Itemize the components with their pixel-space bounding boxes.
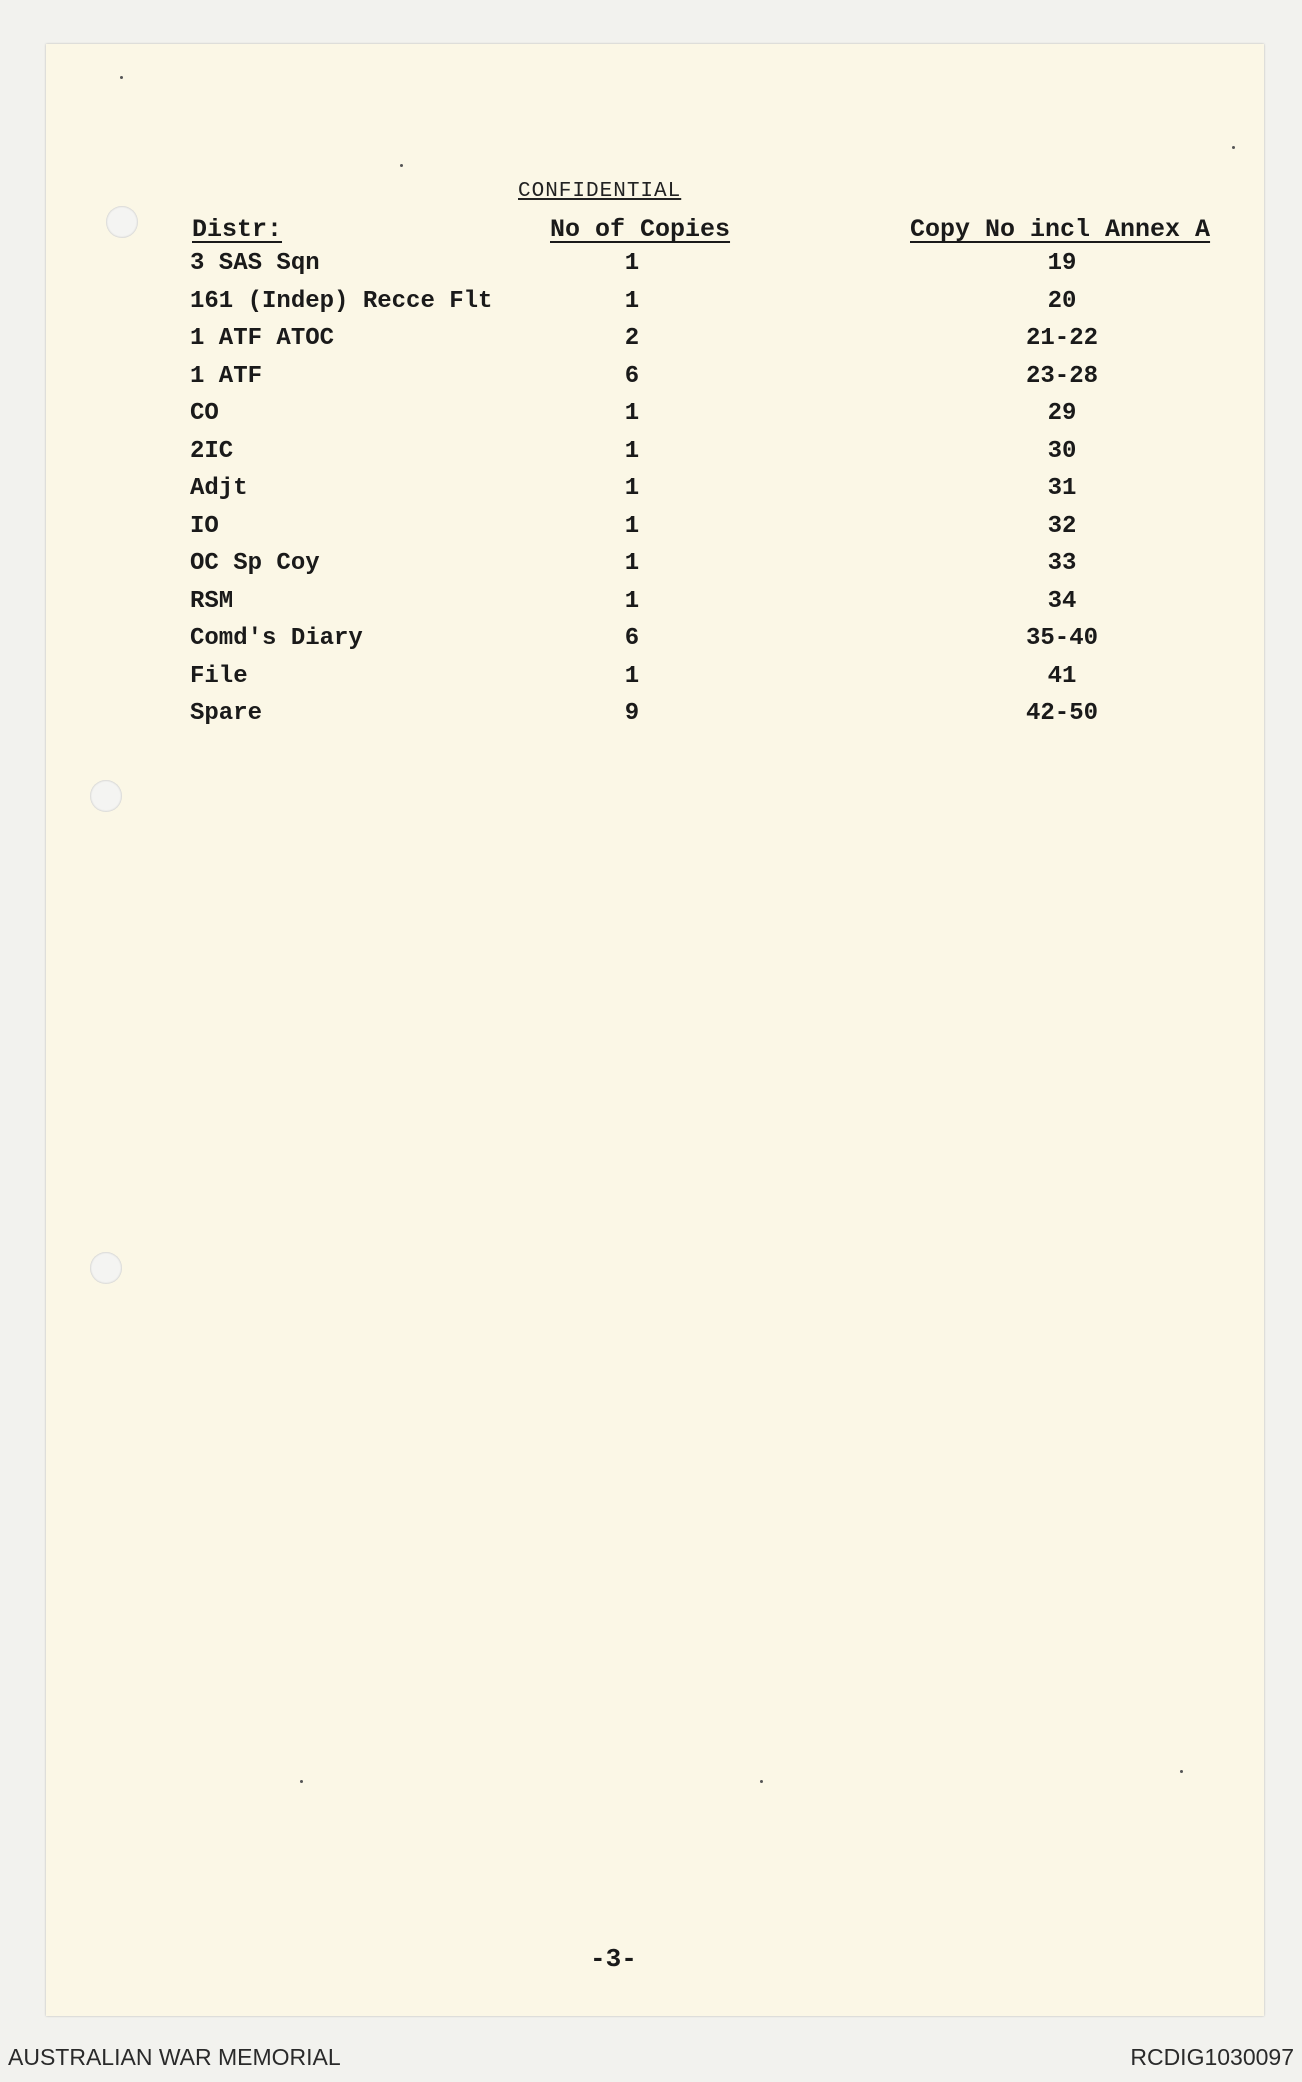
footer-record-id: RCDIG1030097	[1130, 2044, 1294, 2070]
recipient-cell: Spare	[190, 700, 263, 727]
table-row	[0, 288, 1302, 326]
table-row	[0, 700, 1302, 738]
copies-cell: 6	[624, 625, 640, 652]
copies-cell: 1	[624, 437, 640, 465]
paper-speck	[300, 1780, 303, 1783]
classification-marking: CONFIDENTIAL	[518, 180, 682, 203]
distribution-table	[0, 250, 1302, 738]
copy-numbers-cell: 34	[1047, 587, 1077, 615]
footer-institution: AUSTRALIAN WAR MEMORIAL	[8, 2044, 341, 2070]
recipient-cell: Adjt	[190, 475, 248, 502]
copies-cell: 1	[624, 550, 640, 577]
recipient-cell: 161 (Indep) Recce Flt	[190, 287, 493, 315]
recipient-cell: OC Sp Coy	[190, 550, 320, 577]
header-copy-numbers: Copy No incl Annex A	[910, 215, 1211, 244]
copies-cell: 1	[624, 587, 640, 615]
paper-speck	[760, 1780, 763, 1783]
copy-numbers-cell: 30	[1047, 437, 1077, 465]
recipient-cell: CO	[190, 400, 219, 427]
recipient-cell: IO	[190, 512, 219, 540]
table-row	[0, 513, 1302, 551]
paper-speck	[1232, 146, 1235, 149]
copy-numbers-cell: 21-22	[1025, 325, 1098, 352]
copies-cell: 1	[624, 662, 640, 690]
table-row	[0, 625, 1302, 663]
page-number: -3-	[590, 1944, 637, 1974]
copy-numbers-cell: 41	[1047, 662, 1077, 690]
table-row	[0, 550, 1302, 588]
recipient-cell: RSM	[190, 587, 234, 615]
copy-numbers-cell: 29	[1047, 400, 1077, 427]
table-row	[0, 663, 1302, 701]
paper-speck	[120, 76, 123, 79]
table-row	[0, 475, 1302, 513]
copies-cell: 6	[624, 362, 640, 390]
table-row	[0, 400, 1302, 438]
punch-hole	[90, 1252, 122, 1284]
table-row	[0, 363, 1302, 401]
copy-numbers-cell: 23-28	[1025, 362, 1098, 390]
copies-cell: 2	[624, 325, 640, 352]
table-row	[0, 588, 1302, 626]
recipient-cell: 2IC	[190, 437, 234, 465]
header-distribution: Distr:	[192, 215, 283, 244]
copies-cell: 1	[624, 250, 640, 277]
copy-numbers-cell: 31	[1047, 475, 1077, 502]
table-row	[0, 438, 1302, 476]
paper-speck	[1180, 1770, 1183, 1773]
copy-numbers-cell: 33	[1047, 550, 1077, 577]
copy-numbers-cell: 32	[1047, 512, 1077, 540]
recipient-cell: File	[190, 662, 248, 690]
copies-cell: 9	[624, 700, 640, 727]
table-row	[0, 250, 1302, 288]
recipient-cell: 1 ATF	[190, 362, 263, 390]
recipient-cell: 3 SAS Sqn	[190, 250, 320, 277]
table-row	[0, 325, 1302, 363]
copy-numbers-cell: 20	[1047, 287, 1077, 315]
recipient-cell: 1 ATF ATOC	[190, 325, 335, 352]
copies-cell: 1	[624, 400, 640, 427]
copy-numbers-cell: 19	[1047, 250, 1077, 277]
copies-cell: 1	[624, 512, 640, 540]
header-copies: No of Copies	[550, 215, 731, 244]
recipient-cell: Comd's Diary	[190, 625, 363, 652]
copy-numbers-cell: 35-40	[1025, 625, 1098, 652]
paper-speck	[400, 164, 403, 167]
copies-cell: 1	[624, 475, 640, 502]
punch-hole	[106, 206, 138, 238]
copies-cell: 1	[624, 287, 640, 315]
copy-numbers-cell: 42-50	[1025, 700, 1098, 727]
punch-hole	[90, 780, 122, 812]
